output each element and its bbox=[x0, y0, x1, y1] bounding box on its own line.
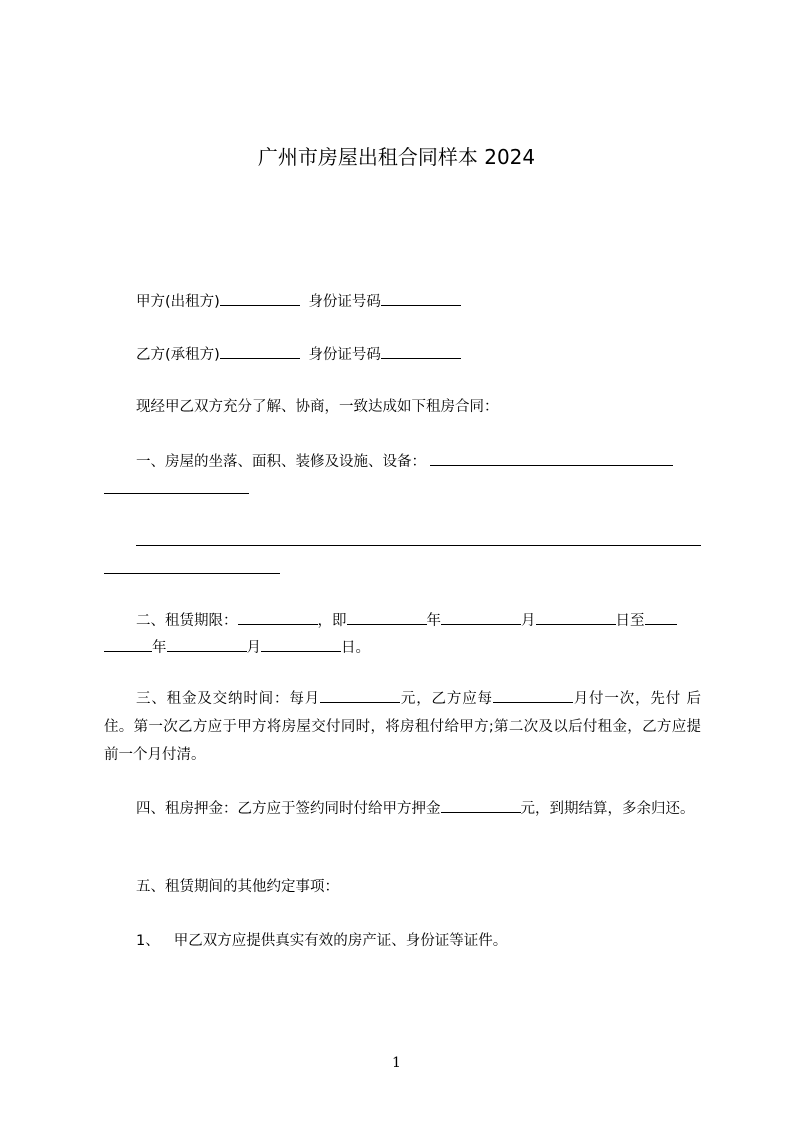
start-year-label: 年 bbox=[426, 613, 441, 629]
party-a-line bbox=[136, 291, 461, 312]
section-3-paragraph bbox=[104, 685, 701, 769]
section-1-blank-b[interactable] bbox=[104, 493, 249, 494]
monthly-rent-blank[interactable] bbox=[320, 688, 400, 703]
end-year-blank-a[interactable] bbox=[645, 610, 677, 625]
section-2-label: 二、租赁期限： bbox=[136, 613, 238, 629]
party-b-id-label: 身份证号码 bbox=[308, 347, 381, 363]
section-2-line-1 bbox=[136, 610, 677, 631]
end-day-blank[interactable] bbox=[261, 637, 341, 652]
section-1-blank-a[interactable] bbox=[430, 451, 673, 466]
section-4-paragraph bbox=[104, 795, 701, 823]
section-3-pay-every: 元，乙方应每 bbox=[400, 691, 493, 707]
document-title: 广州市房屋出租合同样本 2024 bbox=[257, 145, 536, 169]
party-b-id-blank[interactable] bbox=[381, 344, 461, 359]
section-3-label: 三、租金及交纳时间：每月 bbox=[136, 691, 321, 707]
section-3-terms: 后住。第一次乙方应于甲方将房屋交付同时，将房租付给甲方;第二次及以后付租金，乙方应提前一个月付清。 bbox=[104, 691, 702, 763]
intro-paragraph: 现经甲乙双方充分了解、协商，一致达成如下租房合同： bbox=[136, 399, 499, 415]
end-month-label: 月 bbox=[246, 640, 261, 656]
section-1-text: 一、房屋的坐落、面积、装修及设施、设备： bbox=[136, 454, 426, 470]
item-1 bbox=[136, 931, 507, 951]
section-5-heading: 五、租赁期间的其他约定事项： bbox=[136, 879, 339, 895]
end-day-label: 日。 bbox=[341, 640, 370, 656]
section-4-label: 四、租房押金：乙方应于签约同时付给甲方押金 bbox=[136, 801, 441, 817]
start-day-label: 日至 bbox=[615, 613, 645, 629]
party-a-id-label: 身份证号码 bbox=[308, 294, 381, 310]
section-1-heading bbox=[136, 451, 673, 472]
section-2-line-2 bbox=[104, 637, 370, 658]
section-4-terms: 元，到期结算，多余归还。 bbox=[520, 801, 695, 817]
section-1-blank-c[interactable] bbox=[136, 545, 701, 546]
pay-period-blank[interactable] bbox=[493, 688, 573, 703]
party-a-id-blank[interactable] bbox=[381, 291, 461, 306]
party-b-label: 乙方(承租方) bbox=[136, 347, 220, 363]
start-month-label: 月 bbox=[521, 613, 536, 629]
end-year-label: 年 bbox=[152, 640, 167, 656]
party-b-name-blank[interactable] bbox=[220, 344, 300, 359]
section-1-blank-d[interactable] bbox=[104, 573, 280, 574]
section-2-namely: ，即 bbox=[317, 613, 347, 629]
party-b-line bbox=[136, 344, 461, 365]
end-year-blank-b[interactable] bbox=[104, 637, 152, 652]
party-a-label: 甲方(出租方) bbox=[136, 294, 220, 310]
page-number: 1 bbox=[392, 1055, 401, 1071]
item-1-number: 1、 bbox=[136, 933, 160, 949]
end-month-blank[interactable] bbox=[167, 637, 247, 652]
deposit-blank[interactable] bbox=[441, 798, 521, 813]
party-a-name-blank[interactable] bbox=[220, 291, 300, 306]
lease-term-blank[interactable] bbox=[238, 610, 318, 625]
item-1-text: 甲乙双方应提供真实有效的房产证、身份证等证件。 bbox=[173, 933, 508, 949]
section-3-pay-once: 月付一次，先付 bbox=[572, 691, 682, 707]
start-day-blank[interactable] bbox=[536, 610, 616, 625]
start-month-blank[interactable] bbox=[441, 610, 521, 625]
start-year-blank[interactable] bbox=[347, 610, 427, 625]
